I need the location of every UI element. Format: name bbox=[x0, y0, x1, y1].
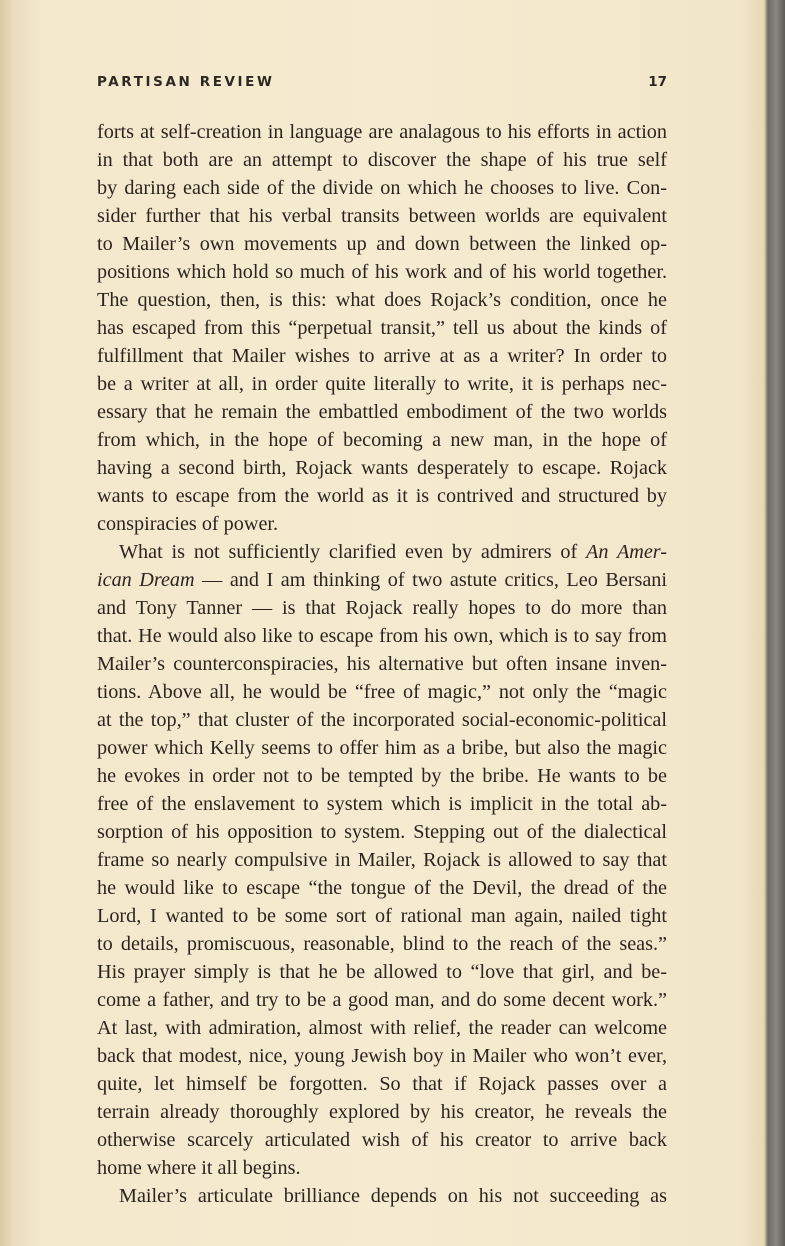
line-text: His prayer simply is that he be allowed to “love that girl, and be- bbox=[97, 961, 667, 983]
line-text: in that both are an attempt to discover the shape of his true self bbox=[97, 149, 667, 171]
text-line bbox=[97, 818, 667, 846]
line-text: free of the enslavement to system which is implicit in the total ab- bbox=[97, 793, 667, 815]
line-text: wants to escape from the world as it is contrived and structured by bbox=[97, 485, 667, 507]
text-line bbox=[97, 174, 667, 202]
page-number: 17 bbox=[648, 74, 667, 90]
line-text: Mailer’s articulate brilliance depends on his not succeeding as bbox=[119, 1185, 667, 1207]
line-text: fulfillment that Mailer wishes to arrive at as a writer? In order to bbox=[97, 345, 667, 367]
line-text: he evokes in order not to be tempted by the bribe. He wants to be bbox=[97, 765, 667, 787]
line-text: tions. Above all, he would be “free of magic,” not only the “magic bbox=[97, 681, 667, 703]
italic-title-text: ican Dream bbox=[97, 569, 195, 591]
line-text: come a father, and try to be a good man, and do some decent work.” bbox=[97, 989, 667, 1011]
text-line bbox=[97, 762, 667, 790]
line-text: he would like to escape “the tongue of the Devil, the dread of the bbox=[97, 877, 667, 899]
text-line bbox=[97, 902, 667, 930]
text-line bbox=[97, 986, 667, 1014]
line-text: sider further that his verbal transits between worlds are equivalent bbox=[97, 205, 667, 227]
line-text: otherwise scarcely articulated wish of his creator to arrive back bbox=[97, 1129, 667, 1151]
running-header bbox=[97, 74, 667, 94]
line-text: frame so nearly compulsive in Mailer, Rojack is allowed to say that bbox=[97, 849, 667, 871]
text-line bbox=[97, 678, 667, 706]
line-text: by daring each side of the divide on which he chooses to live. Con- bbox=[97, 177, 667, 199]
text-line bbox=[97, 398, 667, 426]
line-text: and Tony Tanner — is that Rojack really hopes to do more than bbox=[97, 597, 667, 619]
line-text: having a second birth, Rojack wants desperately to escape. Rojack bbox=[97, 457, 667, 479]
text-line bbox=[97, 146, 667, 174]
line-text: back that modest, nice, young Jewish boy in Mailer who won’t ever, bbox=[97, 1045, 667, 1067]
text-line bbox=[97, 370, 667, 398]
italic-title-text: An Amer- bbox=[586, 541, 667, 563]
body-text bbox=[97, 118, 667, 1210]
text-line bbox=[97, 510, 667, 538]
text-line bbox=[97, 454, 667, 482]
journal-title: PARTISAN REVIEW bbox=[97, 74, 275, 90]
line-text: has escaped from this “perpetual transit,” tell us about the kinds of bbox=[97, 317, 667, 339]
text-line bbox=[97, 594, 667, 622]
text-line bbox=[97, 1154, 667, 1182]
line-text: Lord, I wanted to be some sort of rational man again, nailed tight bbox=[97, 905, 667, 927]
line-text: from which, in the hope of becoming a new man, in the hope of bbox=[97, 429, 667, 451]
text-line bbox=[97, 118, 667, 146]
line-text: The question, then, is this: what does Rojack’s condition, once he bbox=[97, 289, 667, 311]
line-text: forts at self-creation in language are analagous to his efforts in action bbox=[97, 121, 667, 143]
text-line bbox=[97, 202, 667, 230]
text-line bbox=[97, 930, 667, 958]
line-text: At last, with admiration, almost with relief, the reader can welcome bbox=[97, 1017, 667, 1039]
text-line bbox=[97, 846, 667, 874]
line-text: home where it all begins. bbox=[97, 1157, 301, 1179]
text-line bbox=[97, 622, 667, 650]
line-text: essary that he remain the embattled embodiment of the two worlds bbox=[97, 401, 667, 423]
line-text: power which Kelly seems to offer him as a bribe, but also the magic bbox=[97, 737, 667, 759]
text-line bbox=[97, 1070, 667, 1098]
text-line bbox=[97, 874, 667, 902]
text-line bbox=[97, 958, 667, 986]
text-line bbox=[97, 1126, 667, 1154]
text-line bbox=[97, 230, 667, 258]
line-text: quite, let himself be forgotten. So that if Rojack passes over a bbox=[97, 1073, 667, 1095]
text-line bbox=[97, 1182, 667, 1210]
line-text: that. He would also like to escape from his own, which is to say from bbox=[97, 625, 667, 647]
text-line bbox=[97, 1014, 667, 1042]
line-text: at the top,” that cluster of the incorporated social-economic-political bbox=[97, 709, 667, 731]
text-line bbox=[97, 1098, 667, 1126]
line-text: to Mailer’s own movements up and down between the linked op- bbox=[97, 233, 667, 255]
line-text: be a writer at all, in order quite literally to write, it is perhaps nec- bbox=[97, 373, 667, 395]
line-text: to details, promiscuous, reasonable, blind to the reach of the seas.” bbox=[97, 933, 667, 955]
line-text: positions which hold so much of his work and of his world together. bbox=[97, 261, 667, 283]
line-text: terrain already thoroughly explored by his creator, he reveals the bbox=[97, 1101, 667, 1123]
line-text: sorption of his opposition to system. Stepping out of the dialectical bbox=[97, 821, 667, 843]
line-text: — and I am thinking of two astute critics, Leo Bersani bbox=[194, 569, 667, 591]
text-line bbox=[97, 286, 667, 314]
line-text: conspiracies of power. bbox=[97, 513, 279, 535]
text-line bbox=[97, 314, 667, 342]
text-line bbox=[97, 1042, 667, 1070]
text-line bbox=[97, 482, 667, 510]
text-line bbox=[97, 538, 667, 566]
line-text: Mailer’s counterconspiracies, his alternative but often insane inven- bbox=[97, 653, 667, 675]
text-line bbox=[97, 426, 667, 454]
text-line bbox=[97, 734, 667, 762]
text-line bbox=[97, 790, 667, 818]
line-text: What is not sufficiently clarified even by admirers of bbox=[119, 541, 587, 563]
text-line bbox=[97, 650, 667, 678]
text-line bbox=[97, 258, 667, 286]
text-line bbox=[97, 566, 667, 594]
text-line bbox=[97, 342, 667, 370]
text-line bbox=[97, 706, 667, 734]
